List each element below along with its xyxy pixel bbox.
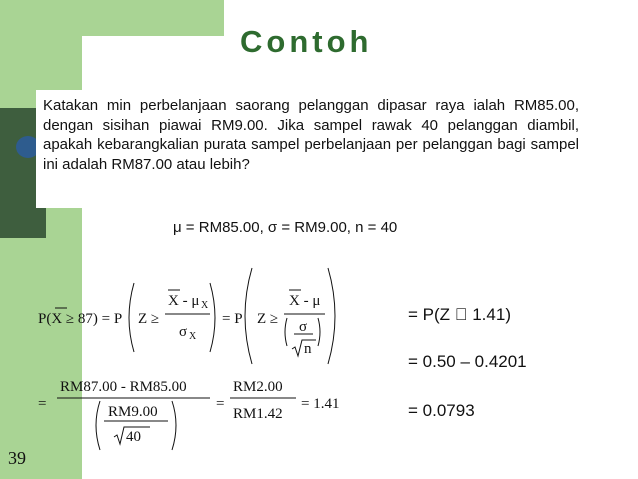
paren-left-3 [285,318,287,346]
eq2-result: = 1.41 [301,396,340,412]
eq2-numer-b: RM2.00 [233,379,283,395]
paren-left-1 [129,283,134,352]
paren-right-3 [318,318,320,346]
paren-right-2 [328,268,335,364]
eq1-eq-p: = P [222,311,243,327]
given-values: μ = RM85.00, σ = RM9.00, n = 40 [173,219,398,236]
problem-text: Katakan min perbelanjaan saorang pelanggan dipasar raya ialah RM85.00, dengan sisihan piawai RM9.00. Jika sampel rawak 40 pelanggan diambil, apakah kebarangkalian purata sampel perbelanjaan per pelanggan bagi sampel ini adalah RM87.00 atau lebih? [43,97,579,173]
slide-title: Contoh [240,24,373,59]
eq1-z-ge-2: Z ≥ [257,311,279,327]
eq1-sigma: σ [299,319,308,335]
eq2-eq: = [38,396,47,412]
result-line-2: = 0.50 – 0.4201 [408,352,527,371]
eq2-numer: RM87.00 - RM85.00 [60,379,187,395]
paren-left-2 [245,268,252,364]
eq1-numer-2: X - μ [289,293,321,309]
eq1-z-ge: Z ≥ [138,311,160,327]
eq1-denom: σ [179,324,188,340]
eq1-denom-sub: X [189,331,197,342]
eq1-numer-sub: X [201,300,209,311]
paren-right-4 [172,401,176,450]
eq1-n: n [304,341,312,357]
result-line-1: = P(Z 1.41) [408,305,494,324]
paren-left-4 [96,401,100,450]
eq2-eq-2: = [216,396,225,412]
paren-right-1 [210,283,215,352]
eq1-lhs: P(X ≥ 87) = P [38,311,123,327]
eq1-numer: X - μ [168,293,200,309]
eq2-denom-b: RM1.42 [233,406,283,422]
result-line-3: = 0.0793 [408,401,475,420]
eq2-denom-top: RM9.00 [108,404,158,420]
page-number: 39 [8,448,26,468]
eq2-denom-root: 40 [126,429,141,445]
